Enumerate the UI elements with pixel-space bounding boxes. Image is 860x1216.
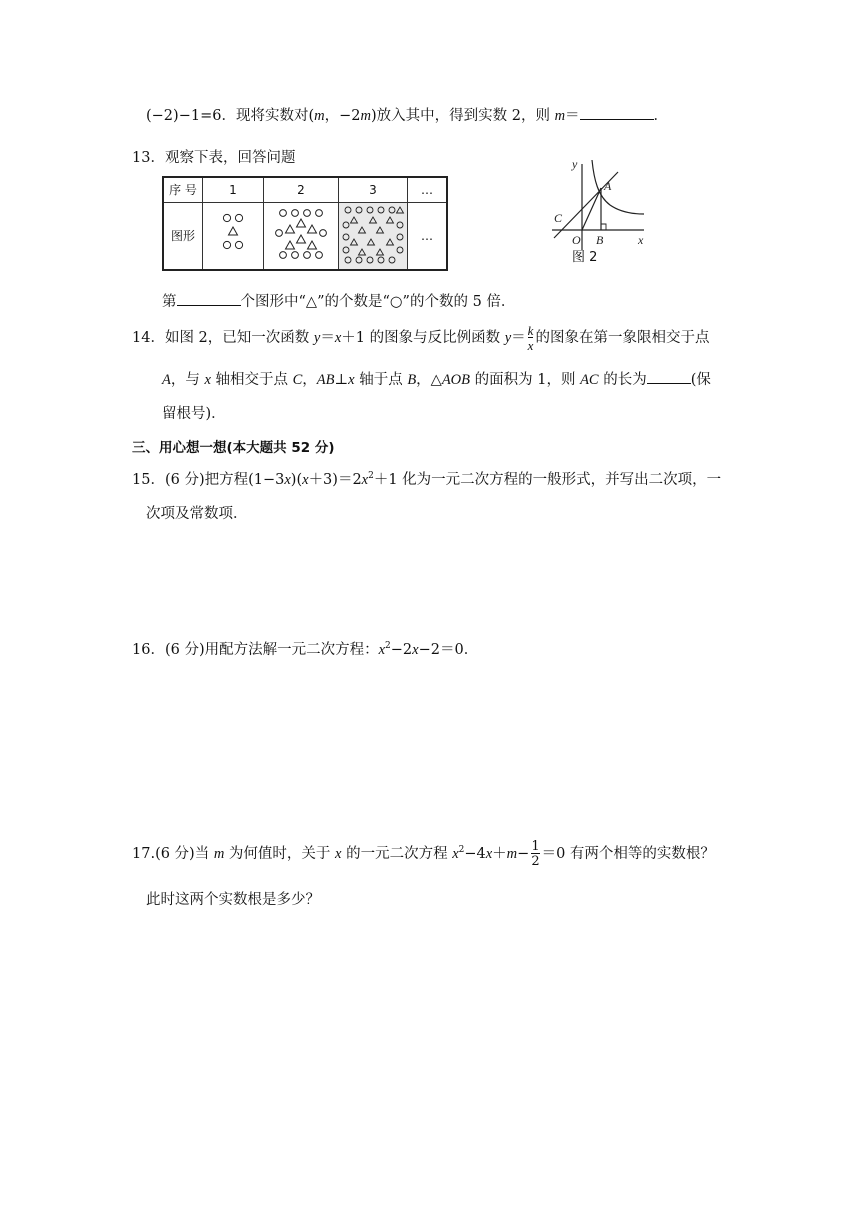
pattern-3-shapes <box>340 203 406 265</box>
right-angle-mark <box>601 224 606 230</box>
q14-line-1: 14．如图 2，已知一次函数 y＝x＋1 的图象与反比例函数 y＝ $\frac{k}{x}$ 的图象在第一象限相交于点 <box>132 323 710 353</box>
q14-line-3: 留根号)． <box>162 406 226 422</box>
figure-2 <box>548 150 668 260</box>
pattern-table <box>162 176 448 271</box>
pattern-2-shapes <box>265 203 337 265</box>
table-col-3: 3 <box>339 177 408 202</box>
answer-blank-q13[interactable] <box>177 304 241 306</box>
segment-OA <box>582 188 601 230</box>
label-O: O <box>572 233 581 247</box>
fraction-one-half: $\frac{1}{2}$ <box>531 839 540 869</box>
label-y: y <box>572 157 578 171</box>
section-3-title: 三、用心想一想(本大题共 52 分) <box>132 440 335 456</box>
q16-line: 16．(6 分)用配方法解一元二次方程：$x^2-2x-2=0$． <box>132 641 479 658</box>
figure-2-caption: 图 2 <box>572 250 598 265</box>
pattern-ellipsis: … <box>408 202 448 270</box>
q15-line-2: 次项及常数项． <box>146 506 248 522</box>
hyperbola-curve <box>592 160 644 214</box>
label-B: B <box>596 233 604 247</box>
q15-line-1: 15．(6 分)把方程$(1-3x)(x+3)=2x^2+1$ 化为一元二次方程的一般形式，并写出二次项，一 <box>132 471 722 488</box>
q13-prompt: 13．观察下表，回答问题 <box>132 150 296 166</box>
table-col-1: 1 <box>203 177 264 202</box>
table-header-index: 序 号 <box>163 177 203 202</box>
table-header-figure: 图形 <box>163 202 203 270</box>
answer-blank-q14[interactable] <box>647 382 691 384</box>
q12-tail-line: (−2)−1=6．现将实数对(m，−2m)放入其中，得到实数 2，则 m＝ ． <box>146 108 669 124</box>
table-col-ellipsis: … <box>408 177 448 202</box>
label-C: C <box>554 211 563 225</box>
q17-line-1: 17.(6 分)当 m 为何值时，关于 x 的一元二次方程 $x^2-4x+m-$ $\frac{1}{2}$ ＝0 有两个相等的实数根？ <box>132 839 715 869</box>
fraction-k-over-x: $\frac{k}{x}$ <box>527 323 534 353</box>
answer-blank-q12[interactable] <box>580 118 654 120</box>
pattern-2 <box>264 202 339 270</box>
q13-answer-line: 第 个图形中“△”的个数是“○”的个数的 5 倍． <box>162 294 516 310</box>
pattern-1-shapes <box>205 203 261 265</box>
q17-line-2: 此时这两个实数根是多少？ <box>146 892 320 908</box>
label-A: A <box>604 179 612 193</box>
table-col-2: 2 <box>264 177 339 202</box>
pattern-3 <box>339 202 408 270</box>
q14-line-2: A，与 x 轴相交于点 C，AB⊥x 轴于点 B，△AOB 的面积为 1，则 AC 的长为 (保 <box>162 372 711 388</box>
label-x: x <box>638 233 644 247</box>
pattern-1 <box>203 202 264 270</box>
